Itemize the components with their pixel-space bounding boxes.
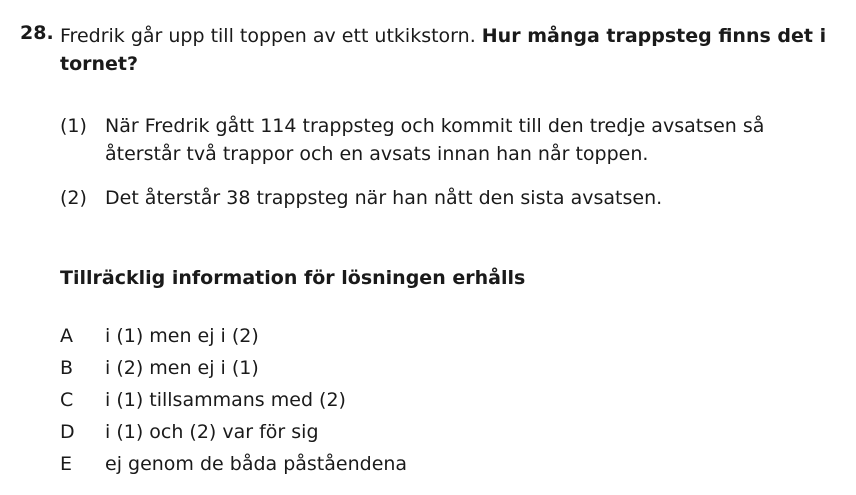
option-a-letter: A: [60, 325, 73, 347]
statement-1: [60, 112, 840, 172]
question-number: 28.: [20, 22, 54, 44]
option-e-text: ej genom de båda påståendena: [105, 453, 408, 475]
answer-subheading: Tillräcklig information för lösningen erhålls: [60, 267, 526, 289]
statement-1-text-after: trappsteg och kommit till den tredje avsatsen så återstår två trappor och en avsats innan han når toppen.: [105, 115, 765, 165]
option-e[interactable]: [60, 450, 560, 480]
option-d[interactable]: [60, 418, 560, 448]
option-a-text: i (1) men ej i (2): [105, 325, 259, 347]
statement-1-text-before: När Fredrik gått: [105, 115, 261, 137]
statement-2-value: 38: [226, 187, 251, 209]
question-text: [60, 22, 830, 78]
question-text-bold: Hur många trappsteg finns det i tornet?: [60, 25, 827, 75]
option-b-letter: B: [60, 357, 74, 379]
statement-2: [60, 184, 840, 214]
statement-2-number: (2): [60, 187, 87, 209]
statement-1-value: 114: [260, 115, 297, 137]
option-d-letter: D: [60, 421, 75, 443]
statement-2-text-after: trappsteg när han nått den sista avsatsen.: [250, 187, 663, 209]
statement-2-text-before: Det återstår: [105, 187, 227, 209]
option-b-text: i (2) men ej i (1): [105, 357, 259, 379]
statement-2-text: [105, 184, 840, 212]
option-e-letter: E: [60, 453, 73, 475]
option-c-text: i (1) tillsammans med (2): [105, 389, 346, 411]
statement-1-number: (1): [60, 115, 87, 137]
option-c-letter: C: [60, 389, 74, 411]
statement-1-text: [105, 112, 840, 168]
option-c[interactable]: [60, 386, 560, 416]
option-d-text: i (1) och (2) var för sig: [105, 421, 319, 443]
option-a[interactable]: [60, 322, 560, 352]
question-text-plain: Fredrik går upp till toppen av ett utkikstorn.: [60, 25, 482, 47]
option-b[interactable]: [60, 354, 560, 384]
